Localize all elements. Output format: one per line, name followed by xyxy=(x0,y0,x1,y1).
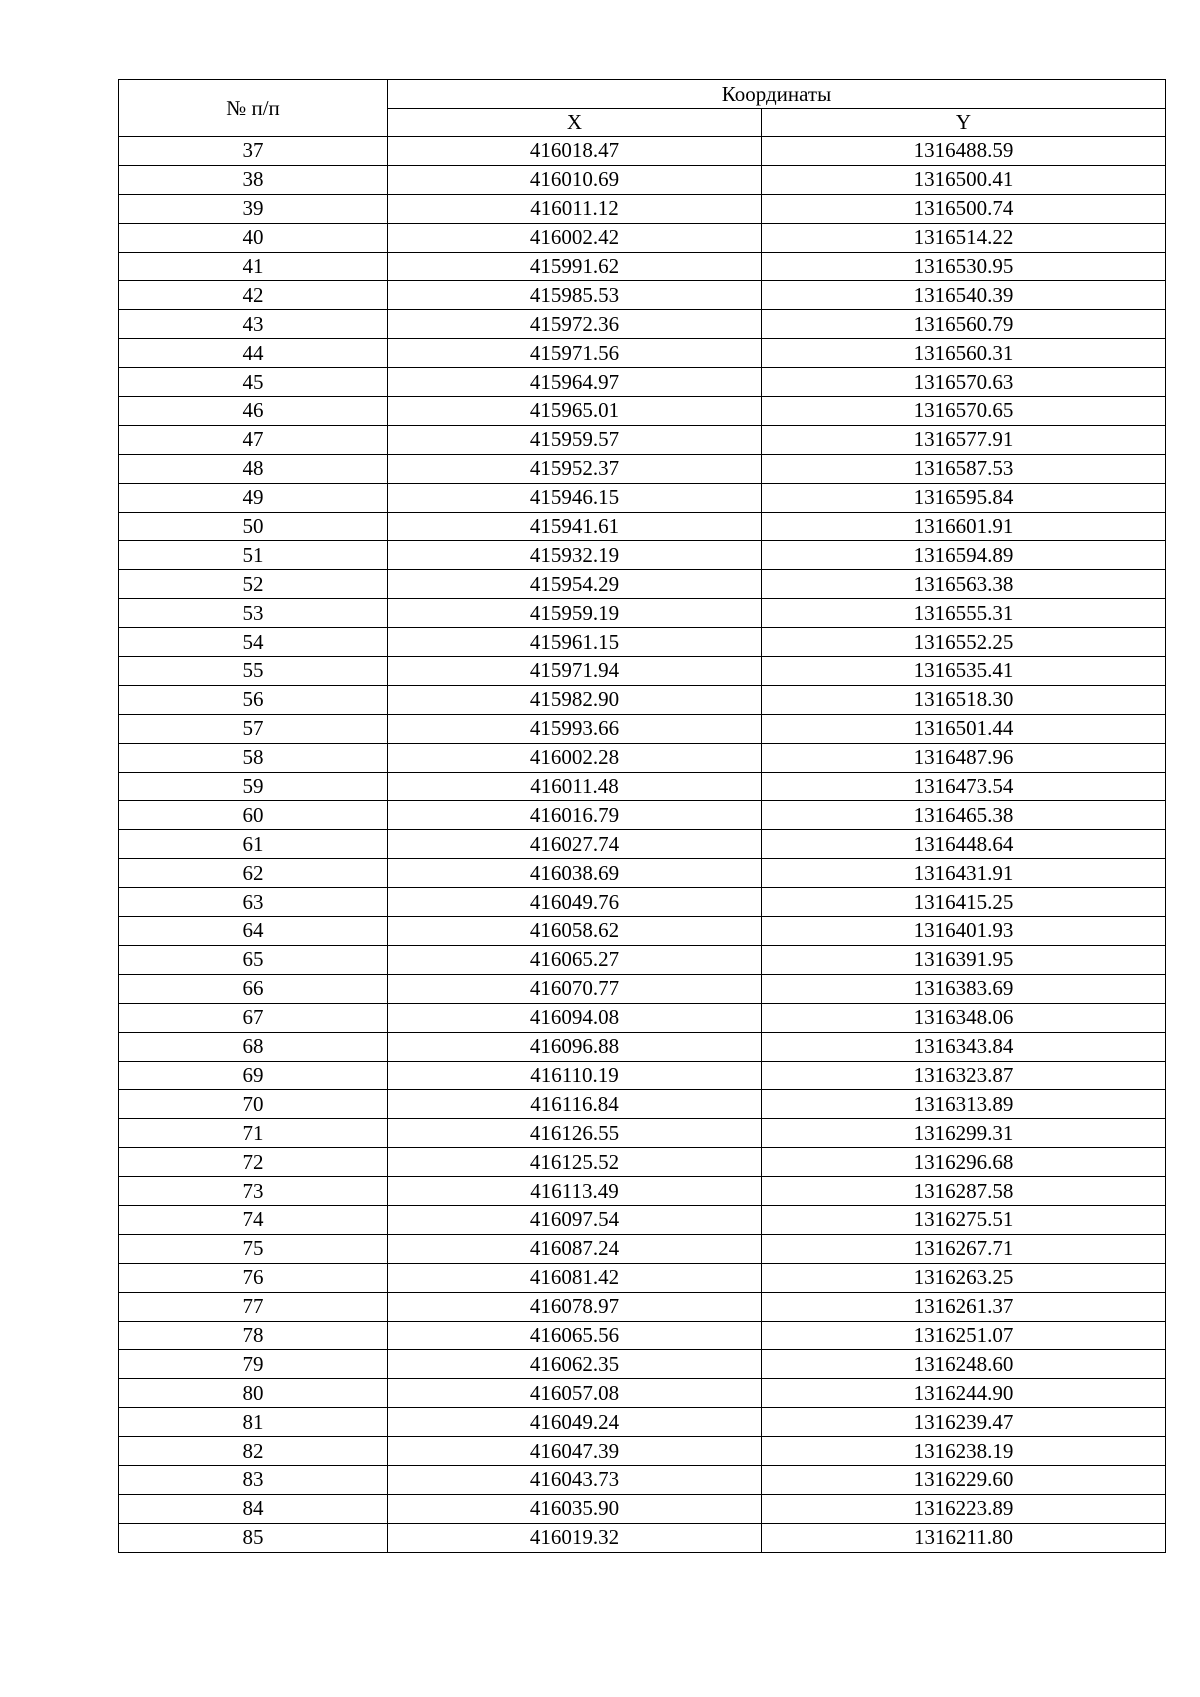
coordinates-table xyxy=(118,79,1166,1553)
cell-x: 415991.62 xyxy=(388,252,762,281)
cell-number: 60 xyxy=(119,801,388,830)
cell-y: 1316296.68 xyxy=(762,1148,1166,1177)
table-row xyxy=(119,425,1166,454)
cell-number: 56 xyxy=(119,685,388,714)
cell-x: 415964.97 xyxy=(388,368,762,397)
table-row xyxy=(119,743,1166,772)
cell-x: 416027.74 xyxy=(388,830,762,859)
table-row xyxy=(119,339,1166,368)
cell-number: 47 xyxy=(119,425,388,454)
table-row xyxy=(119,1465,1166,1494)
cell-y: 1316251.07 xyxy=(762,1321,1166,1350)
table-row xyxy=(119,888,1166,917)
cell-y: 1316514.22 xyxy=(762,223,1166,252)
cell-y: 1316244.90 xyxy=(762,1379,1166,1408)
cell-y: 1316577.91 xyxy=(762,425,1166,454)
cell-x: 415972.36 xyxy=(388,310,762,339)
cell-x: 416018.47 xyxy=(388,137,762,166)
table-row xyxy=(119,1177,1166,1206)
cell-x: 415985.53 xyxy=(388,281,762,310)
table-row xyxy=(119,1119,1166,1148)
cell-x: 416070.77 xyxy=(388,974,762,1003)
cell-number: 68 xyxy=(119,1032,388,1061)
cell-number: 77 xyxy=(119,1292,388,1321)
table-row xyxy=(119,801,1166,830)
cell-number: 40 xyxy=(119,223,388,252)
cell-x: 416097.54 xyxy=(388,1205,762,1234)
cell-x: 416126.55 xyxy=(388,1119,762,1148)
cell-x: 415971.56 xyxy=(388,339,762,368)
cell-number: 55 xyxy=(119,657,388,686)
cell-number: 75 xyxy=(119,1234,388,1263)
cell-x: 415993.66 xyxy=(388,714,762,743)
cell-x: 416002.42 xyxy=(388,223,762,252)
cell-x: 415959.19 xyxy=(388,599,762,628)
cell-x: 416047.39 xyxy=(388,1437,762,1466)
cell-number: 81 xyxy=(119,1408,388,1437)
cell-number: 51 xyxy=(119,541,388,570)
cell-y: 1316535.41 xyxy=(762,657,1166,686)
cell-number: 41 xyxy=(119,252,388,281)
cell-x: 416116.84 xyxy=(388,1090,762,1119)
cell-x: 415982.90 xyxy=(388,685,762,714)
header-y: Y xyxy=(762,109,1166,137)
table-row xyxy=(119,252,1166,281)
cell-x: 415961.15 xyxy=(388,628,762,657)
table-row xyxy=(119,281,1166,310)
cell-y: 1316518.30 xyxy=(762,685,1166,714)
cell-y: 1316299.31 xyxy=(762,1119,1166,1148)
cell-number: 80 xyxy=(119,1379,388,1408)
cell-number: 57 xyxy=(119,714,388,743)
cell-x: 416087.24 xyxy=(388,1234,762,1263)
cell-y: 1316383.69 xyxy=(762,974,1166,1003)
cell-y: 1316560.79 xyxy=(762,310,1166,339)
cell-number: 84 xyxy=(119,1494,388,1523)
table-row xyxy=(119,1148,1166,1177)
cell-number: 71 xyxy=(119,1119,388,1148)
table-row xyxy=(119,1523,1166,1552)
cell-number: 85 xyxy=(119,1523,388,1552)
cell-y: 1316401.93 xyxy=(762,917,1166,946)
cell-y: 1316267.71 xyxy=(762,1234,1166,1263)
cell-x: 416038.69 xyxy=(388,859,762,888)
cell-number: 67 xyxy=(119,1003,388,1032)
cell-number: 63 xyxy=(119,888,388,917)
table-row xyxy=(119,859,1166,888)
cell-y: 1316263.25 xyxy=(762,1263,1166,1292)
cell-y: 1316323.87 xyxy=(762,1061,1166,1090)
table-row xyxy=(119,685,1166,714)
cell-y: 1316415.25 xyxy=(762,888,1166,917)
cell-number: 72 xyxy=(119,1148,388,1177)
cell-y: 1316570.65 xyxy=(762,397,1166,426)
cell-y: 1316287.58 xyxy=(762,1177,1166,1206)
table-row xyxy=(119,714,1166,743)
cell-number: 46 xyxy=(119,397,388,426)
cell-number: 54 xyxy=(119,628,388,657)
table-row xyxy=(119,1321,1166,1350)
cell-number: 59 xyxy=(119,772,388,801)
cell-y: 1316570.63 xyxy=(762,368,1166,397)
table-row xyxy=(119,1234,1166,1263)
cell-y: 1316238.19 xyxy=(762,1437,1166,1466)
cell-number: 76 xyxy=(119,1263,388,1292)
cell-y: 1316343.84 xyxy=(762,1032,1166,1061)
cell-number: 64 xyxy=(119,917,388,946)
cell-y: 1316587.53 xyxy=(762,454,1166,483)
cell-y: 1316261.37 xyxy=(762,1292,1166,1321)
table-row xyxy=(119,1032,1166,1061)
cell-number: 70 xyxy=(119,1090,388,1119)
cell-y: 1316487.96 xyxy=(762,743,1166,772)
cell-y: 1316500.74 xyxy=(762,194,1166,223)
cell-y: 1316488.59 xyxy=(762,137,1166,166)
cell-number: 44 xyxy=(119,339,388,368)
cell-number: 49 xyxy=(119,483,388,512)
cell-y: 1316601.91 xyxy=(762,512,1166,541)
table-body xyxy=(119,137,1166,1553)
cell-y: 1316275.51 xyxy=(762,1205,1166,1234)
table-row xyxy=(119,570,1166,599)
cell-y: 1316555.31 xyxy=(762,599,1166,628)
cell-y: 1316594.89 xyxy=(762,541,1166,570)
cell-x: 416049.76 xyxy=(388,888,762,917)
cell-x: 416113.49 xyxy=(388,1177,762,1206)
table-row xyxy=(119,137,1166,166)
cell-number: 37 xyxy=(119,137,388,166)
cell-y: 1316473.54 xyxy=(762,772,1166,801)
table-row xyxy=(119,1494,1166,1523)
cell-x: 416016.79 xyxy=(388,801,762,830)
table-row xyxy=(119,830,1166,859)
cell-number: 45 xyxy=(119,368,388,397)
table-row xyxy=(119,1379,1166,1408)
cell-x: 416065.56 xyxy=(388,1321,762,1350)
cell-x: 416011.48 xyxy=(388,772,762,801)
cell-x: 415941.61 xyxy=(388,512,762,541)
table-row xyxy=(119,1437,1166,1466)
cell-number: 82 xyxy=(119,1437,388,1466)
table-row xyxy=(119,945,1166,974)
cell-x: 416094.08 xyxy=(388,1003,762,1032)
cell-x: 416002.28 xyxy=(388,743,762,772)
cell-number: 38 xyxy=(119,165,388,194)
cell-y: 1316465.38 xyxy=(762,801,1166,830)
header-number: № п/п xyxy=(119,80,388,137)
cell-y: 1316448.64 xyxy=(762,830,1166,859)
cell-x: 415932.19 xyxy=(388,541,762,570)
cell-number: 73 xyxy=(119,1177,388,1206)
table-row xyxy=(119,483,1166,512)
cell-number: 78 xyxy=(119,1321,388,1350)
table-row xyxy=(119,541,1166,570)
cell-number: 62 xyxy=(119,859,388,888)
cell-number: 83 xyxy=(119,1465,388,1494)
cell-y: 1316552.25 xyxy=(762,628,1166,657)
cell-y: 1316239.47 xyxy=(762,1408,1166,1437)
cell-x: 416049.24 xyxy=(388,1408,762,1437)
cell-number: 39 xyxy=(119,194,388,223)
cell-y: 1316211.80 xyxy=(762,1523,1166,1552)
cell-x: 415971.94 xyxy=(388,657,762,686)
cell-number: 66 xyxy=(119,974,388,1003)
cell-y: 1316248.60 xyxy=(762,1350,1166,1379)
cell-number: 42 xyxy=(119,281,388,310)
table-row xyxy=(119,1292,1166,1321)
table-row xyxy=(119,368,1166,397)
cell-number: 69 xyxy=(119,1061,388,1090)
table-row xyxy=(119,917,1166,946)
table-row xyxy=(119,454,1166,483)
cell-x: 415954.29 xyxy=(388,570,762,599)
cell-number: 79 xyxy=(119,1350,388,1379)
table-row xyxy=(119,628,1166,657)
cell-x: 416058.62 xyxy=(388,917,762,946)
cell-x: 415946.15 xyxy=(388,483,762,512)
cell-y: 1316563.38 xyxy=(762,570,1166,599)
table-row xyxy=(119,310,1166,339)
cell-x: 416011.12 xyxy=(388,194,762,223)
cell-y: 1316595.84 xyxy=(762,483,1166,512)
cell-number: 52 xyxy=(119,570,388,599)
table-row xyxy=(119,1205,1166,1234)
cell-y: 1316540.39 xyxy=(762,281,1166,310)
table-row xyxy=(119,1003,1166,1032)
table-row xyxy=(119,974,1166,1003)
cell-number: 65 xyxy=(119,945,388,974)
cell-x: 416010.69 xyxy=(388,165,762,194)
cell-number: 50 xyxy=(119,512,388,541)
header-coordinates: Координаты xyxy=(388,80,1166,109)
cell-number: 58 xyxy=(119,743,388,772)
cell-x: 416110.19 xyxy=(388,1061,762,1090)
table-row xyxy=(119,1408,1166,1437)
cell-x: 416096.88 xyxy=(388,1032,762,1061)
cell-y: 1316223.89 xyxy=(762,1494,1166,1523)
cell-number: 53 xyxy=(119,599,388,628)
cell-y: 1316229.60 xyxy=(762,1465,1166,1494)
header-x: X xyxy=(388,109,762,137)
cell-y: 1316391.95 xyxy=(762,945,1166,974)
table-row xyxy=(119,772,1166,801)
table-row xyxy=(119,1350,1166,1379)
cell-number: 48 xyxy=(119,454,388,483)
cell-x: 416057.08 xyxy=(388,1379,762,1408)
cell-y: 1316500.41 xyxy=(762,165,1166,194)
cell-y: 1316348.06 xyxy=(762,1003,1166,1032)
table-row xyxy=(119,194,1166,223)
cell-x: 415959.57 xyxy=(388,425,762,454)
cell-number: 74 xyxy=(119,1205,388,1234)
cell-x: 416065.27 xyxy=(388,945,762,974)
cell-x: 415965.01 xyxy=(388,397,762,426)
cell-y: 1316313.89 xyxy=(762,1090,1166,1119)
cell-y: 1316530.95 xyxy=(762,252,1166,281)
cell-x: 416081.42 xyxy=(388,1263,762,1292)
table-row xyxy=(119,1263,1166,1292)
cell-x: 416035.90 xyxy=(388,1494,762,1523)
table-row xyxy=(119,1090,1166,1119)
cell-number: 61 xyxy=(119,830,388,859)
table-row xyxy=(119,165,1166,194)
table-row xyxy=(119,397,1166,426)
cell-x: 416078.97 xyxy=(388,1292,762,1321)
table-row xyxy=(119,1061,1166,1090)
table-row xyxy=(119,599,1166,628)
cell-y: 1316501.44 xyxy=(762,714,1166,743)
table-header xyxy=(119,80,1166,137)
cell-number: 43 xyxy=(119,310,388,339)
cell-y: 1316560.31 xyxy=(762,339,1166,368)
cell-x: 416043.73 xyxy=(388,1465,762,1494)
cell-x: 416062.35 xyxy=(388,1350,762,1379)
table-row xyxy=(119,512,1166,541)
cell-x: 415952.37 xyxy=(388,454,762,483)
table-row xyxy=(119,223,1166,252)
cell-x: 416019.32 xyxy=(388,1523,762,1552)
table-row xyxy=(119,657,1166,686)
cell-y: 1316431.91 xyxy=(762,859,1166,888)
cell-x: 416125.52 xyxy=(388,1148,762,1177)
